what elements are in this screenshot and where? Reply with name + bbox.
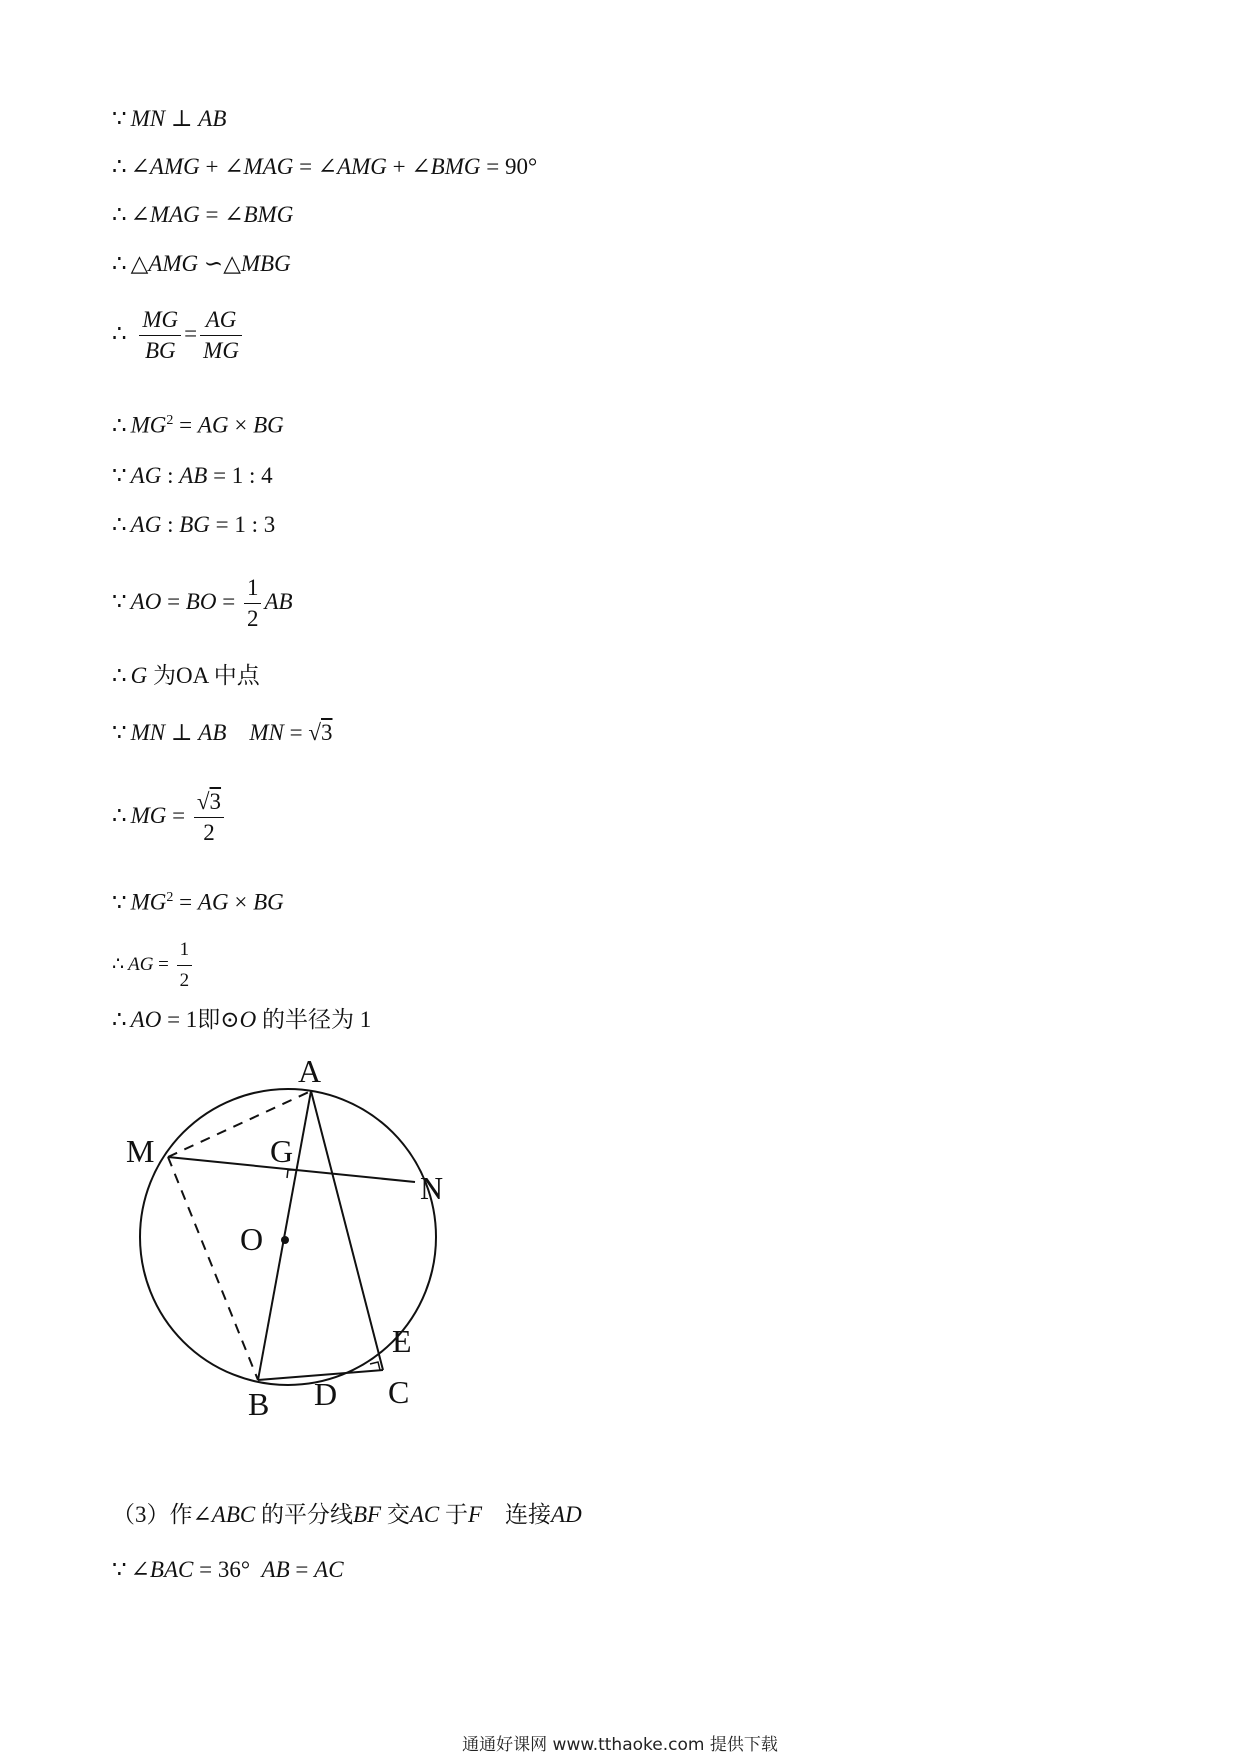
page-footer: 通通好课网 www.tthaoke.com 提供下载	[462, 1735, 778, 1755]
label-c: C	[388, 1374, 410, 1410]
proof-line: ∵ AO = BO = $\frac{1}{2}$ AB	[112, 575, 293, 631]
label-b: B	[248, 1386, 270, 1422]
center-o-dot	[281, 1236, 289, 1244]
proof-line: ∴ △AMG ∽△MBG	[112, 251, 291, 276]
proof-line: ∵ MN ⊥ AB MN = √3	[112, 720, 333, 745]
proof-line: ∵ MN ⊥ AB	[112, 106, 227, 131]
right-angle-e	[370, 1362, 380, 1370]
proof-line: ∵ $MG^2$ = AG × BG	[112, 889, 284, 915]
proof-line: ∴ AG : BG = 1 : 3	[112, 512, 276, 537]
segment-ac	[311, 1091, 383, 1370]
label-d: D	[314, 1376, 338, 1412]
proof-line: ∴ $\frac{MG}{BG}$ = $\frac{AG}{MG}$	[112, 305, 245, 366]
proof-line: ∴ AO = 1即⊙O 的半径为 1	[112, 1007, 372, 1032]
part3-line: ∵ ∠BAC = 36° AB = AC	[112, 1557, 344, 1582]
segment-mb-dashed	[168, 1157, 258, 1380]
proof-line: ∴ ∠AMG + ∠MAG = ∠AMG + ∠BMG = 90°	[112, 154, 538, 179]
label-g: G	[270, 1133, 294, 1169]
label-e: E	[392, 1323, 412, 1359]
proof-line: ∴ $MG^2$ = AG × BG	[112, 412, 284, 438]
label-o: O	[240, 1221, 264, 1257]
proof-line: ∴ MG = $\frac{√3}{2}$	[112, 787, 227, 848]
proof-line: ∵ AG : AB = 1 : 4	[112, 463, 273, 488]
part3-line: （3）作∠ABC 的平分线BF 交AC 于F 连接AD	[112, 1502, 582, 1527]
proof-line: ∴ G 为OA 中点	[112, 663, 260, 688]
proof-line: ∴ ∠MAG = ∠BMG	[112, 202, 294, 227]
proof-line: ∴ AG = $\frac{1}{2}$	[112, 935, 195, 996]
label-a: A	[298, 1053, 322, 1089]
right-angle-g	[287, 1170, 295, 1178]
label-m: M	[126, 1133, 155, 1169]
geometry-figure	[120, 1045, 480, 1425]
label-n: N	[420, 1170, 444, 1206]
